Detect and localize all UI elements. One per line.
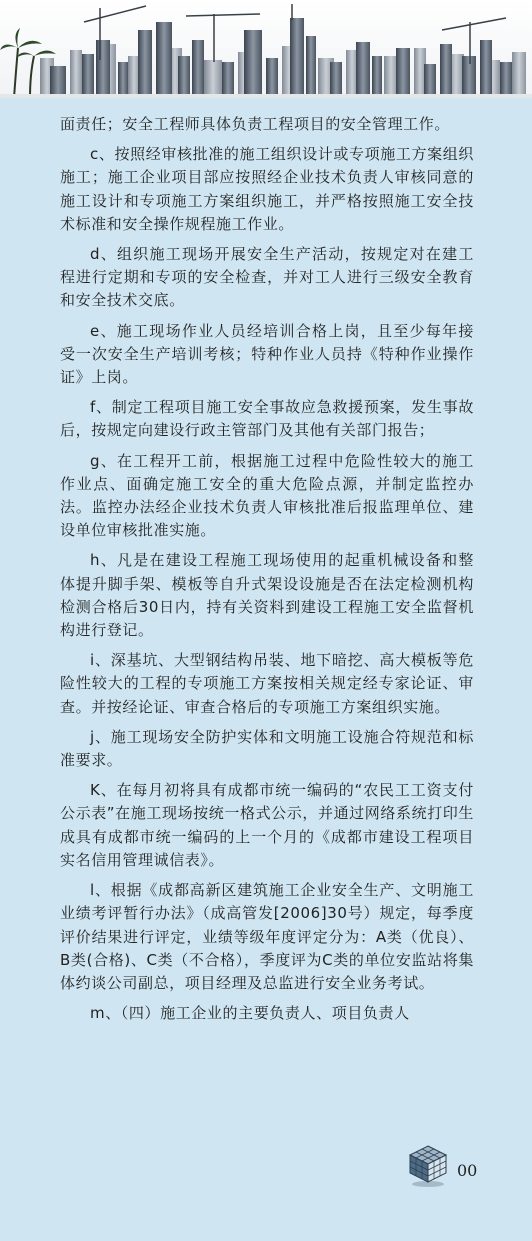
paragraph-g: g、在工程开工前，根据施工过程中危险性较大的施工作业点、面确定施工安全的重大危险点源，并制定监控办法。监控办法经企业技术负责人审核批准后报监理单位、建设单位审核批准实施。 (60, 451, 474, 540)
paragraph-e: e、施工现场作业人员经培训合格上岗，且至少每年接受一次安全生产培训考核；特种作业人员持《特种作业操作证》上岗。 (60, 321, 474, 387)
page-number: 00 (457, 1161, 478, 1180)
document-body (60, 113, 474, 1025)
paragraph-continuation: 面责任；安全工程师具体负责工程项目的安全管理工作。 (60, 115, 451, 133)
paragraph-m: m、（四）施工企业的主要负责人、项目负责人 (90, 1004, 410, 1023)
paragraph-f: f、制定工程项目施工安全事故应急救援预案，发生事故后，按规定向建设行政主管部门及其他有关部门报告； (60, 398, 474, 440)
city-skyline-banner (0, 0, 532, 98)
paragraph-k: K、在每月初将具有成都市统一编码的“农民工工资支付公示表”在施工现场按统一格式公示，并通过网络系统打印生成具有成都市统一编码的上一个月的《成都市建设工程项目实名信用管理诚信表》。 (60, 781, 474, 869)
paragraph-l: l、根据《成都高新区建筑施工企业安全生产、文明施工业绩考评暂行办法》（成高管发[2006]30号）规定，每季度评价结果进行评定，业绩等级年度评定分为：A类（优良）、B类(合格)、C类（不合格），季度评为C类的单位安监站将集体约谈公司副总，项目经理及总监进行安全业务考试。 (60, 881, 474, 992)
paragraph-i: i、深基坑、大型钢结构吊装、地下暗挖、高大模板等危险性较大的工程的专项施工方案按相关规定经专家论证、审查。并按经论证、审查合格后的专项施工方案组织实施。 (60, 651, 474, 716)
paragraph-h: h、凡是在建设工程施工现场使用的起重机械设备和整体提升脚手架、模板等自升式架设设施是否在法定检测机构检测合格后30日内，持有关资料到建设工程施工安全监督机构进行登记。 (60, 551, 474, 640)
paragraph-c: c、按照经审核批准的施工组织设计或专项施工方案组织施工；施工企业项目部应按照经企业技术负责人审核同意的施工设计和专项施工方案组织施工，并严格按照施工安全技术标准和安全操作规程施工作业。 (60, 145, 474, 233)
skyline-illustration (0, 0, 532, 98)
cube-logo-icon (404, 1142, 452, 1190)
paragraph-j: j、施工现场安全防护实体和文明施工设施合符规范和标准要求。 (60, 727, 474, 770)
paragraph-d: d、组织施工现场开展安全生产活动，按规定对在建工程进行定期和专项的安全检查，并对工人进行三级安全教育和安全技术交底。 (60, 245, 474, 310)
